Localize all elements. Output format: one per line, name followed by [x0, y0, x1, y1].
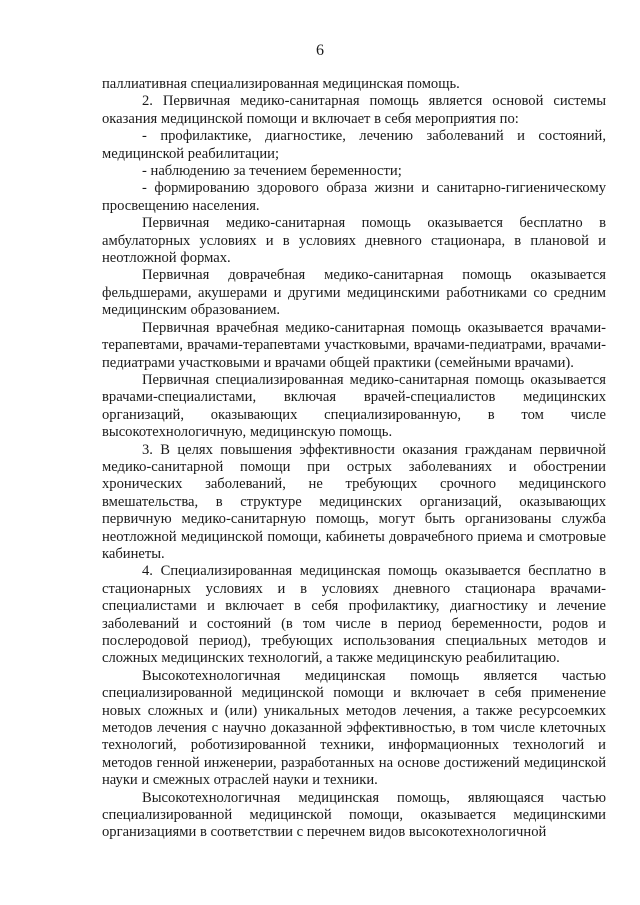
- document-body: [102, 76, 606, 842]
- paragraph: 2. Первичная медико-санитарная помощь является основой системы оказания медицинской помощи и включает в себя мероприятия по:: [102, 93, 606, 127]
- paragraph: паллиативная специализированная медицинская помощь.: [102, 76, 460, 92]
- paragraph: Первичная специализированная медико-санитарная помощь оказывается врачами-специалистами, включая врачей-специалистов медицинских организаций, оказывающих специализированную, в том числе высокотехнологичную, медицинскую помощь.: [102, 371, 606, 441]
- paragraph: 4. Специализированная медицинская помощь оказывается бесплатно в стационарных условиях и в условиях дневного стационара врачами-специалистами и включает в себя профилактику, диагностику и лечение заболеваний и состояний (в том числе в период беременности, родов и послеродовой период), требующих использования специальных методов и сложных медицинских технологий, а также медицинскую реабилитацию.: [102, 563, 606, 667]
- paragraph: - наблюдению за течением беременности;: [142, 163, 402, 180]
- paragraph: Первичная медико-санитарная помощь оказывается бесплатно в амбулаторных условиях и в условиях дневного стационара, в плановой и неотложной формах.: [102, 215, 606, 267]
- paragraph: Первичная доврачебная медико-санитарная помощь оказывается фельдшерами, акушерами и другими медицинскими работниками со средним медицинским образованием.: [102, 267, 606, 319]
- paragraph: - профилактике, диагностике, лечению заболеваний и состояний, медицинской реабилитации;: [102, 128, 606, 162]
- paragraph: 3. В целях повышения эффективности оказания гражданам первичной медико-санитарной помощи при острых заболеваниях и обострении хронических заболеваний, не требующих срочного медицинского вмешательства, в структуре медицинских организаций, оказывающих первичную медико-санитарную помощь, могут быть организованы служба неотложной медицинской помощи, кабинеты доврачебного приема и смотровые кабинеты.: [102, 441, 606, 562]
- paragraph: Высокотехнологичная медицинская помощь является частью специализированной медицинской помощи и включает в себя применение новых сложных и (или) уникальных методов лечения, а также ресурсоемких методов лечения с научно доказанной эффективностью, в том числе клеточных технологий, роботизированной техники, информационных технологий и методов генной инженерии, разработанных на основе достижений медицинской науки и смежных отраслей науки и техники.: [102, 667, 606, 789]
- paragraph: - формированию здорового образа жизни и санитарно-гигиеническому просвещению населения.: [102, 180, 606, 214]
- paragraph: Высокотехнологичная медицинская помощь, являющаяся частью специализированной медицинской помощи, оказывается медицинскими организациями в соответствии с перечнем видов высокотехнологичной: [102, 789, 606, 841]
- paragraph: Первичная врачебная медико-санитарная помощь оказывается врачами-терапевтами, врачами-терапевтами участковыми, врачами-педиатрами, врачами-педиатрами участковыми и врачами общей практики (семейными врачами).: [102, 319, 606, 371]
- page-number: 6: [316, 42, 324, 59]
